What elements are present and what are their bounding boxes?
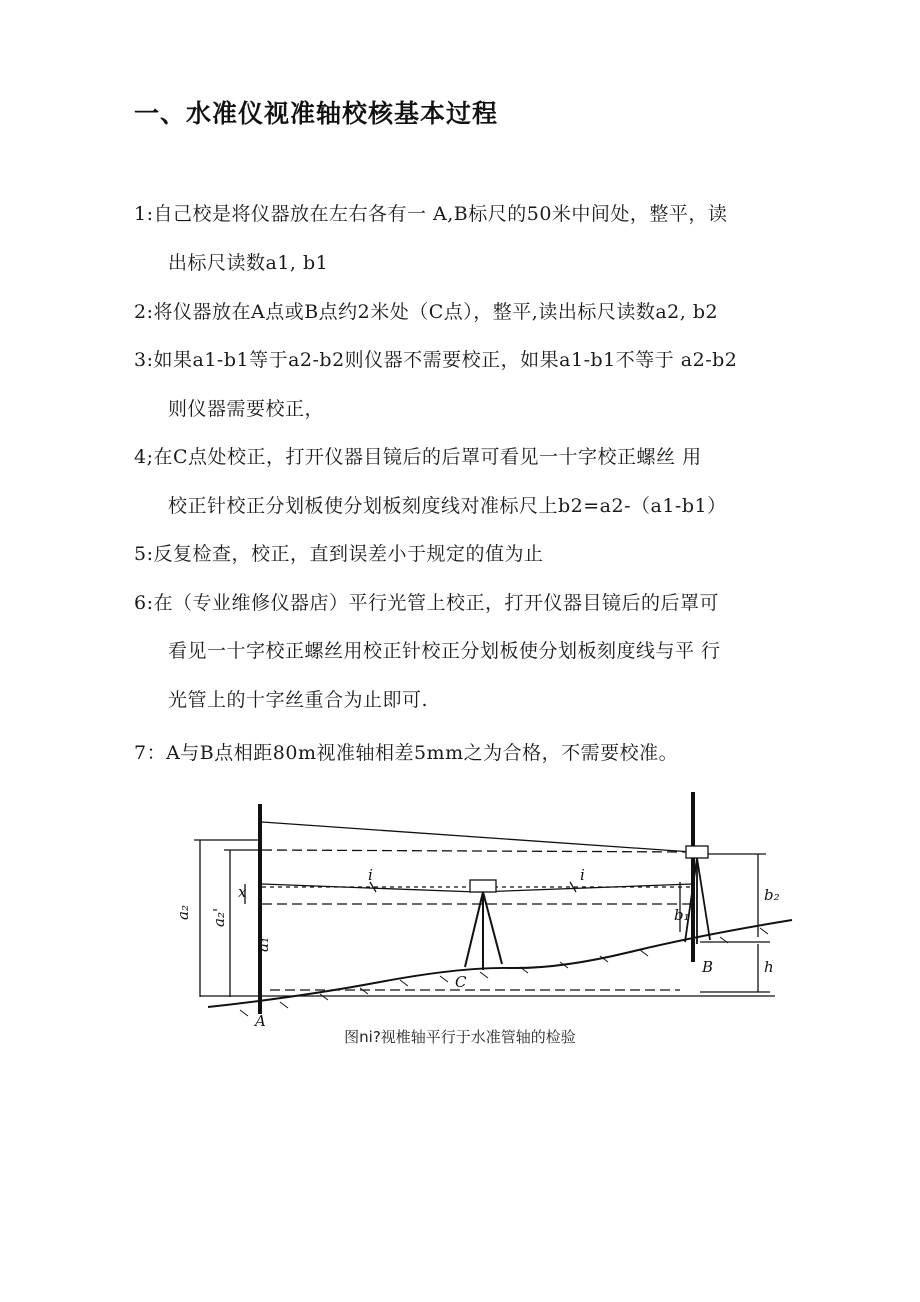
step-1-line-2: 出标尺读数a1, b1 [168, 252, 329, 274]
label-i-left: i [368, 866, 373, 884]
step-3-line-1: 3:如果a1-b1等于a2-b2则仪器不需要校正，如果a1-b1不等于 a2-b2 [134, 349, 738, 371]
page-title: 一、水准仪视准轴校核基本过程 [134, 99, 499, 128]
step-4-line-2: 校正针校正分划板使分划板刻度线对准标尺上b2=a2-（a1-b1） [168, 495, 727, 517]
step-6-line-1: 6:在（专业维修仪器店）平行光管上校正，打开仪器目镜后的后罩可 [134, 592, 719, 614]
label-a2: a₂ [174, 905, 192, 920]
label-h: h [764, 958, 774, 976]
sight-line-right [478, 884, 692, 892]
level-instrument-near-b [686, 846, 708, 858]
sight-line-left [262, 884, 477, 892]
sight-line-horizontal-top [262, 850, 692, 852]
label-c: C [455, 973, 467, 991]
step-6-line-2: 看见一十字校正螺丝用校正针校正分划板使分划板刻度线与平 行 [168, 640, 721, 662]
label-a: A [255, 1012, 266, 1030]
level-instrument [470, 880, 496, 892]
label-x: x [238, 883, 247, 901]
step-5-line-1: 5:反复检查，校正，直到误差小于规定的值为止 [134, 543, 544, 565]
label-b1: b₁ [674, 906, 690, 924]
label-a2-prime: a₂' [210, 907, 228, 927]
level-check-diagram [174, 792, 792, 1030]
step-4-line-1: 4;在C点处校正，打开仪器目镜后的后罩可看见一十字校正螺丝 用 [134, 446, 702, 468]
step-7-line-1: 7：A与B点相距80m视准轴相差5mm之为合格，不需要校准。 [134, 742, 679, 764]
step-3-line-2: 则仪器需要校正， [168, 398, 325, 420]
ground-hatching [240, 928, 768, 1016]
label-b2: b₂ [764, 886, 780, 904]
sight-line-top [262, 822, 692, 852]
figure-caption: 图ni?视椎轴平行于水准管轴的检验 [344, 1028, 576, 1046]
label-a1: a₁ [254, 937, 272, 952]
step-1-line-1: 1:自己校是将仪器放在左右各有一 A,B标尺的50米中间处，整平，读 [134, 203, 728, 225]
step-2-line-1: 2:将仪器放在A点或B点约2米处（C点），整平,读出标尺读数a2, b2 [134, 301, 719, 323]
label-i-right: i [580, 866, 585, 884]
label-b: B [702, 958, 714, 976]
step-6-line-3: 光管上的十字丝重合为止即可. [168, 689, 429, 711]
